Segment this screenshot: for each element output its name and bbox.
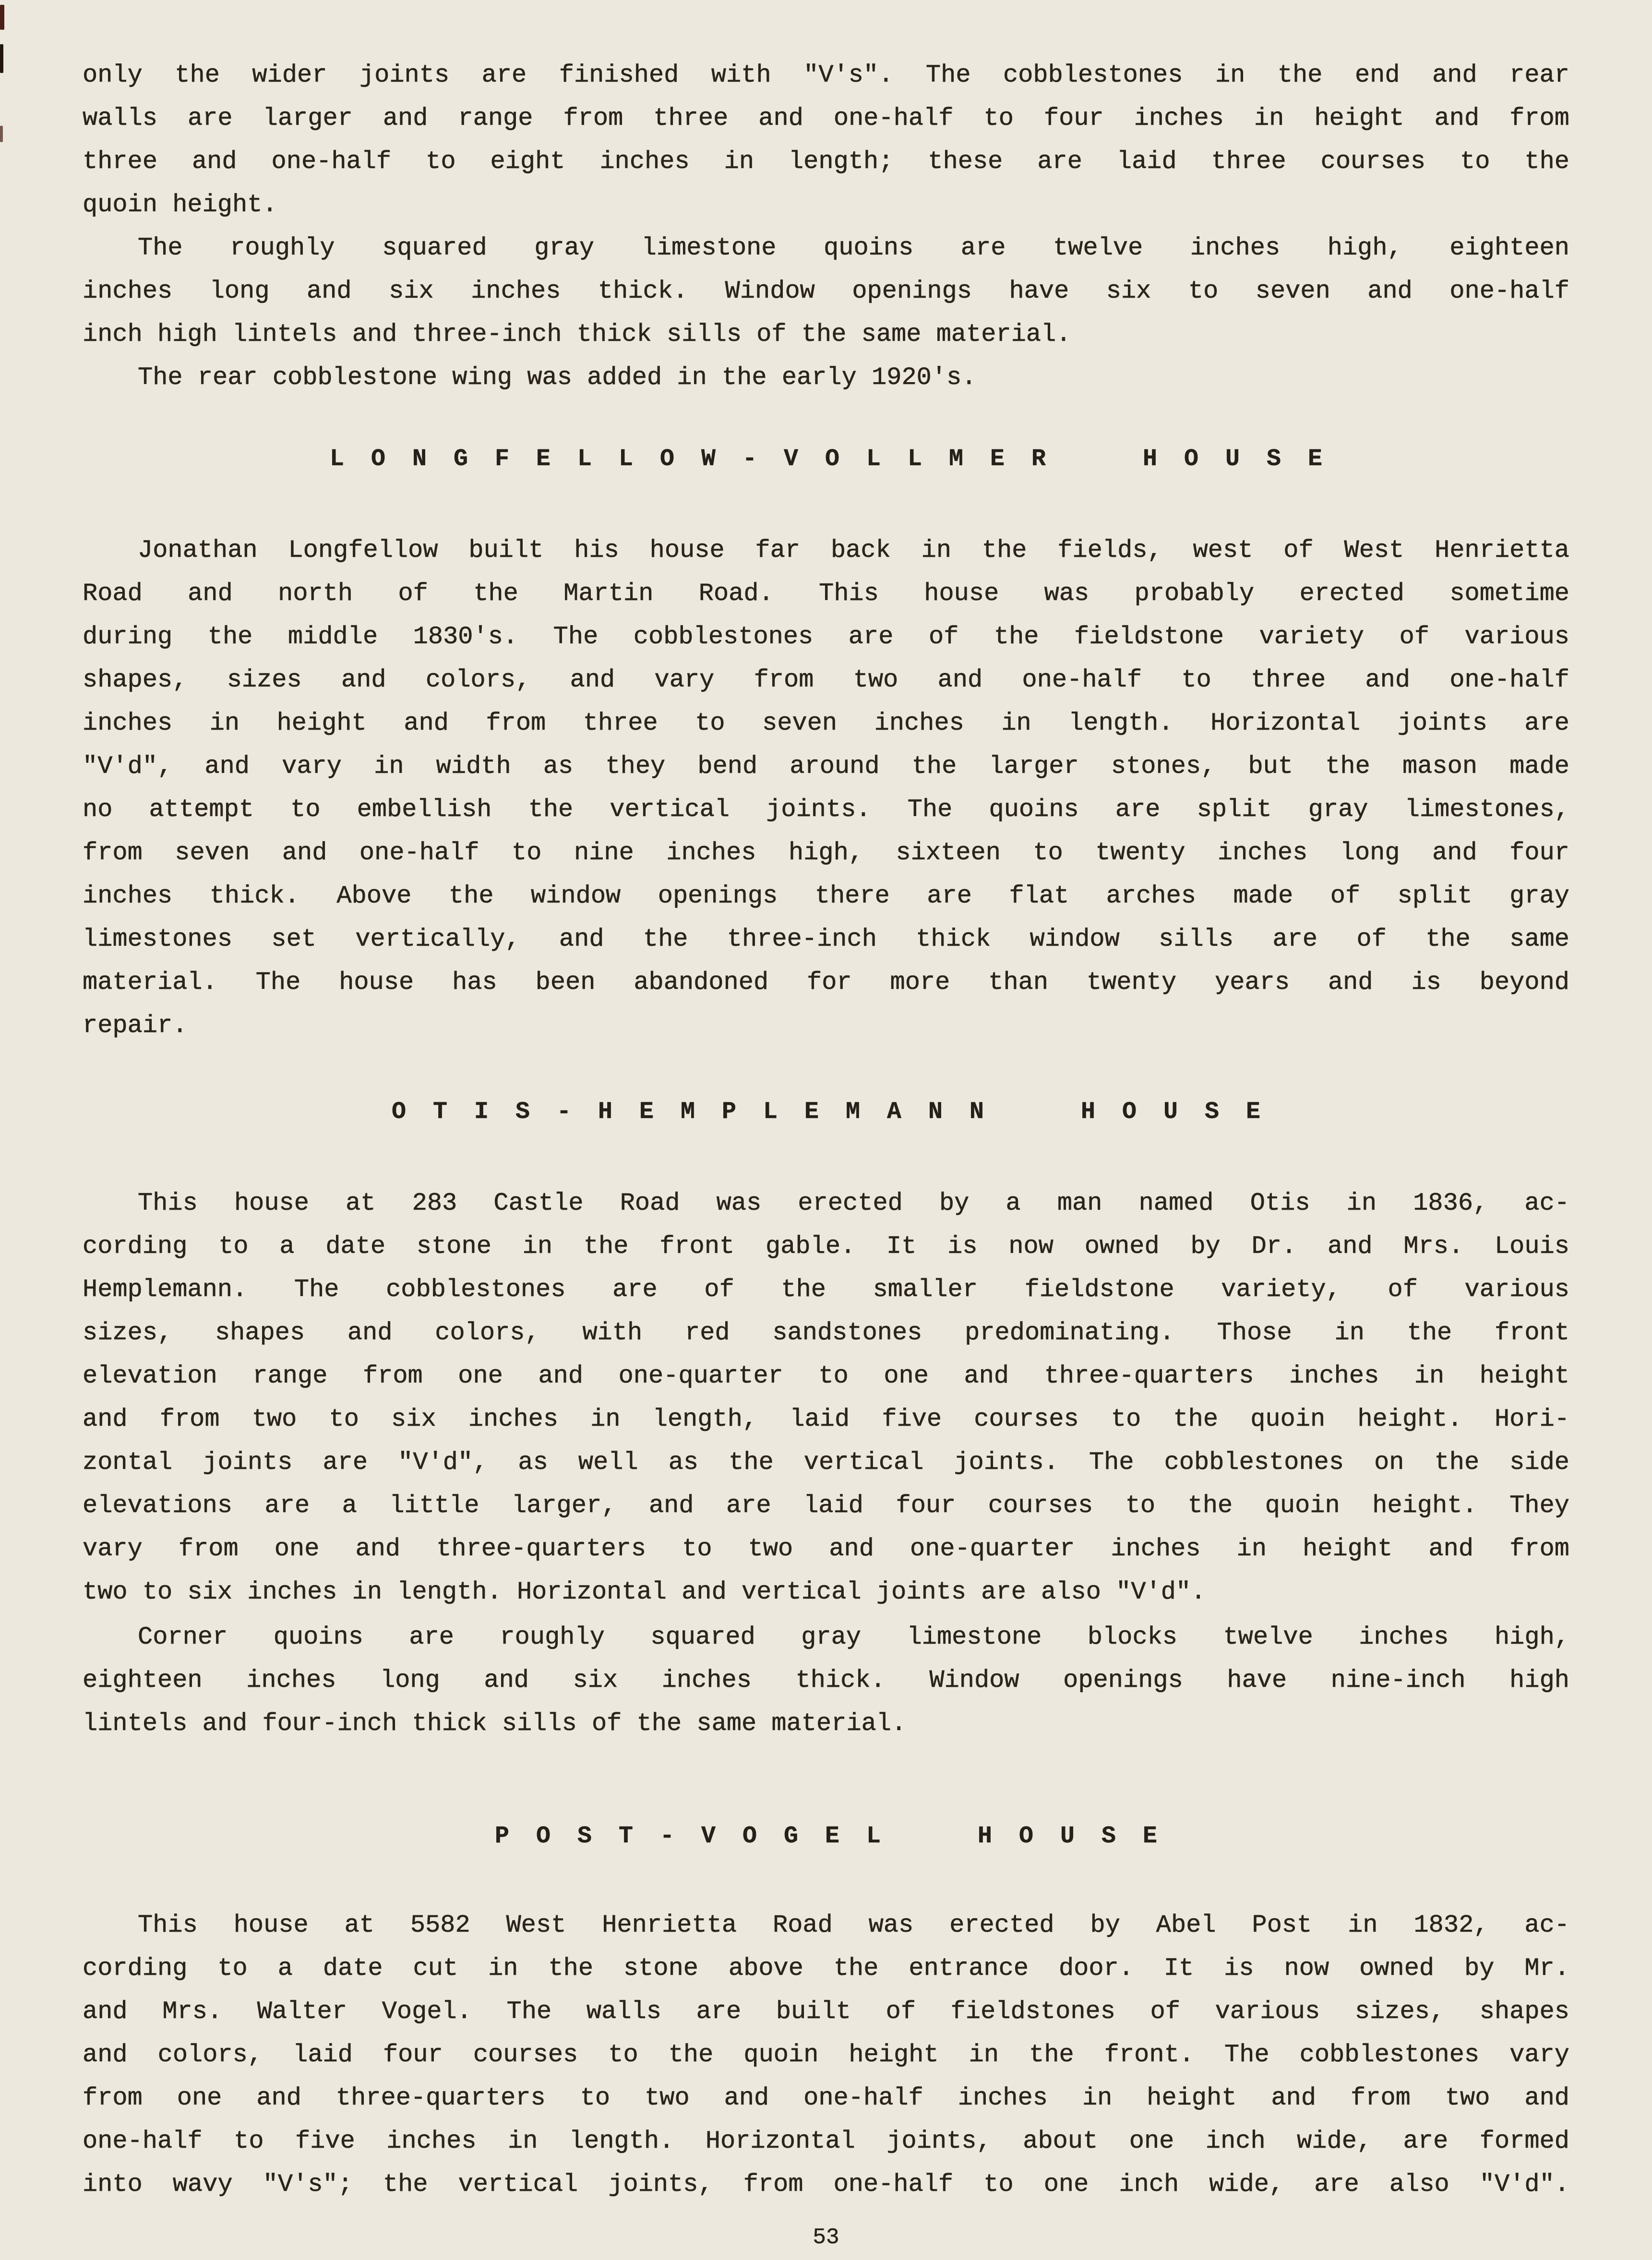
text-line: limestones set vertically, and the three-inch thick window sills are of the same [83, 925, 1569, 953]
text-line: from seven and one-half to nine inches high, sixteen to twenty inches long and four [83, 839, 1569, 867]
text-line: cording to a date stone in the front gable. It is now owned by Dr. and Mrs. Louis [83, 1232, 1569, 1261]
text-line: inches thick. Above the window openings there are flat arches made of split gray [83, 882, 1569, 910]
paragraph [83, 54, 1569, 227]
text-line: vary from one and three-quarters to two and one-quarter inches in height and from [83, 1535, 1569, 1563]
text-line: The roughly squared gray limestone quoins are twelve inches high, eighteen [138, 234, 1569, 262]
text-line: Hemplemann. The cobblestones are of the smaller fieldstone variety, of various [83, 1275, 1569, 1304]
paragraph [83, 1182, 1569, 1614]
paragraph [83, 529, 1569, 1047]
text-line: inches in height and from three to seven inches in length. Horizontal joints are [83, 709, 1569, 737]
text-line: and Mrs. Walter Vogel. The walls are built of fieldstones of various sizes, shapes [83, 1997, 1569, 2026]
text-line: no attempt to embellish the vertical joints. The quoins are split gray limestones, [83, 795, 1569, 824]
text-line: cording to a date cut in the stone above the entrance door. It is now owned by Mr. [83, 1954, 1569, 1983]
text-line: three and one-half to eight inches in length; these are laid three courses to the [83, 147, 1569, 176]
text-line: Road and north of the Martin Road. This house was probably erected sometime [83, 579, 1569, 608]
text-line: during the middle 1830's. The cobblestones are of the fieldstone variety of various [83, 623, 1569, 651]
section-heading: OTIS-HEMPLEMANN HOUSE [391, 1098, 1288, 1126]
text-line: elevation range from one and one-quarter to one and three-quarters inches in height [83, 1362, 1569, 1390]
text-line: Corner quoins are roughly squared gray limestone blocks twelve inches high, [138, 1623, 1569, 1651]
text-line: "V'd", and vary in width as they bend around the larger stones, but the mason made [83, 752, 1569, 781]
text-line: quoin height. [83, 191, 277, 219]
text-line: The rear cobblestone wing was added in the early 1920's. [138, 363, 977, 392]
text-line: eighteen inches long and six inches thick. Window openings have nine-inch high [83, 1666, 1569, 1695]
paragraph [83, 227, 1569, 356]
text-line: sizes, shapes and colors, with red sandstones predominating. Those in the front [83, 1319, 1569, 1347]
page-number: 53 [813, 2225, 839, 2250]
text-line: repair. [83, 1011, 188, 1040]
text-line: into wavy "V's"; the vertical joints, from one-half to one inch wide, are also "V'd". [83, 2170, 1569, 2199]
paragraph [83, 1616, 1569, 1745]
text-blocks [83, 54, 1569, 2206]
text-line: two to six inches in length. Horizontal and vertical joints are also "V'd". [83, 1578, 1206, 1606]
paragraph [83, 356, 1569, 399]
text-line: one-half to five inches in length. Horizontal joints, about one inch wide, are formed [83, 2127, 1569, 2155]
text-line: and from two to six inches in length, laid five courses to the quoin height. Hori- [83, 1405, 1569, 1433]
text-line: only the wider joints are finished with "V's". The cobblestones in the end and rear [83, 61, 1569, 89]
text-line: zontal joints are "V'd", as well as the vertical joints. The cobblestones on the side [83, 1448, 1569, 1477]
section-heading: LONGFELLOW-VOLLMER HOUSE [329, 445, 1350, 473]
text-line: This house at 5582 West Henrietta Road was erected by Abel Post in 1832, ac- [138, 1911, 1569, 1939]
text-line: and colors, laid four courses to the quoin height in the front. The cobblestones vary [83, 2041, 1569, 2069]
text-line: This house at 283 Castle Road was erected by a man named Otis in 1836, ac- [138, 1189, 1569, 1217]
text-line: inches long and six inches thick. Window openings have six to seven and one-half [83, 277, 1569, 305]
text-line: inch high lintels and three-inch thick sills of the same material. [83, 320, 1071, 349]
text-line: Jonathan Longfellow built his house far back in the fields, west of West Henrietta [138, 536, 1569, 565]
text-line: shapes, sizes and colors, and vary from two and one-half to three and one-half [83, 666, 1569, 694]
text-line: from one and three-quarters to two and one-half inches in height and from two and [83, 2084, 1569, 2112]
section-heading: POST-VOGEL HOUSE [494, 1823, 1185, 1850]
text-line: material. The house has been abandoned for more than twenty years and is beyond [83, 968, 1569, 997]
paragraph [83, 1904, 1569, 2206]
text-line: elevations are a little larger, and are laid four courses to the quoin height. They [83, 1491, 1569, 1520]
text-line: walls are larger and range from three and one-half to four inches in height and from [83, 104, 1569, 132]
text-line: lintels and four-inch thick sills of the same material. [83, 1709, 907, 1738]
